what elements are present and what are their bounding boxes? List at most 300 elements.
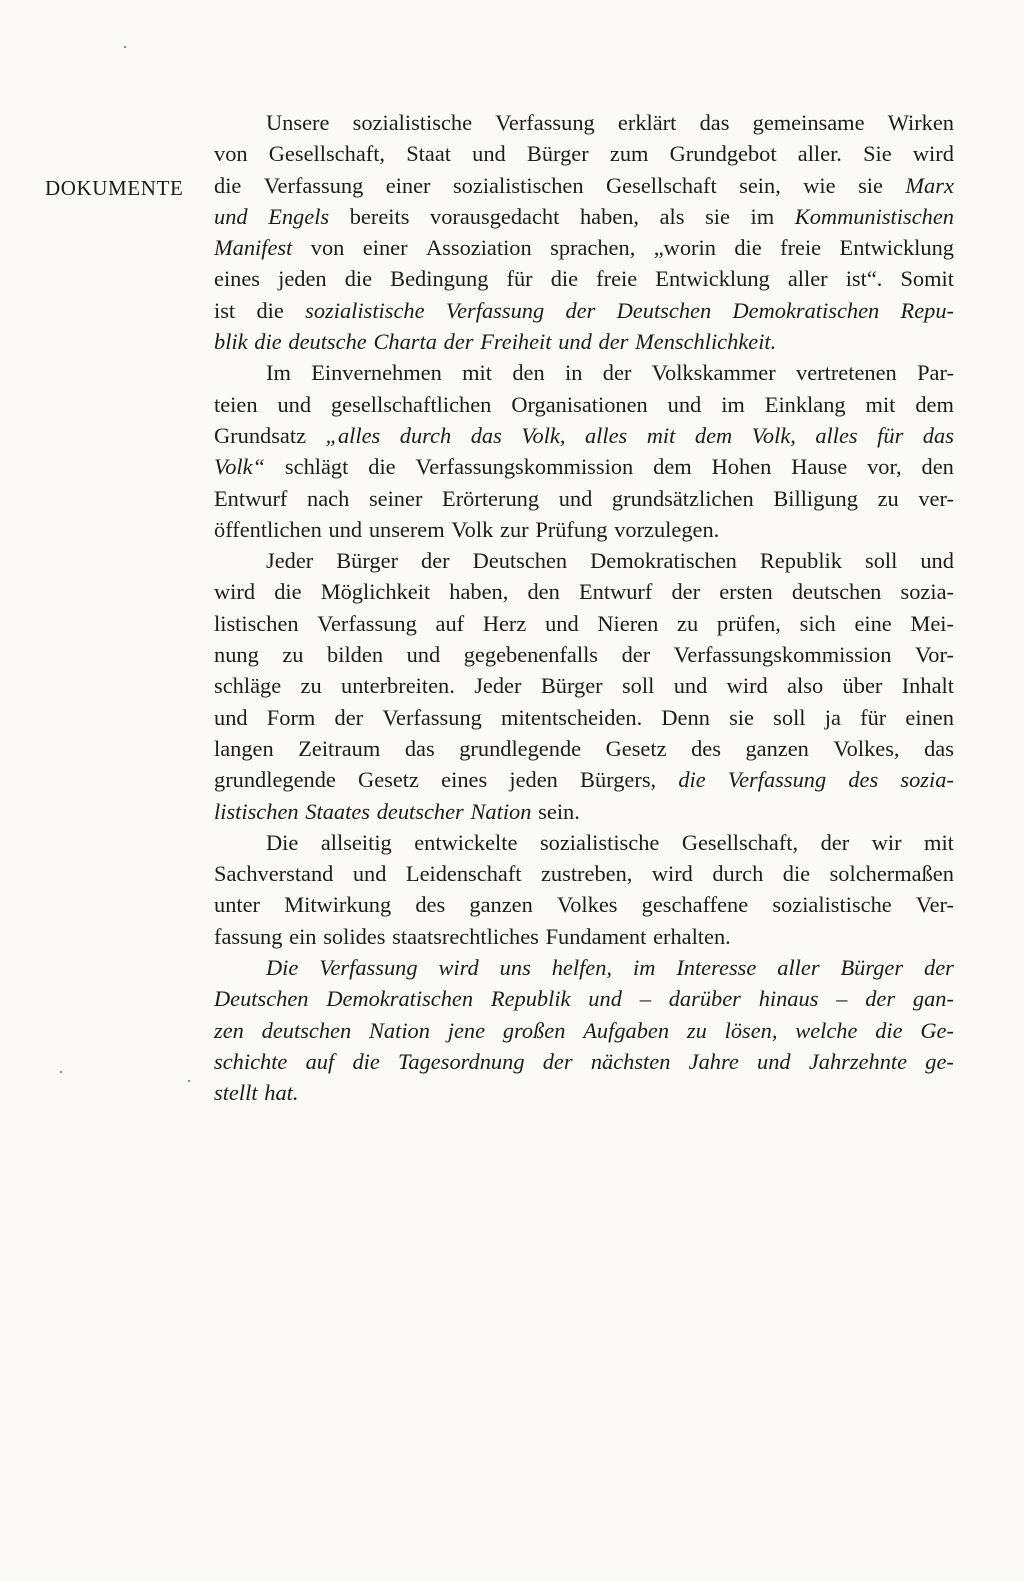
word: gesellschaftlichen (330, 391, 492, 417)
word: als (659, 203, 685, 229)
word: ver- (918, 485, 954, 511)
word: – (639, 986, 651, 1012)
text-line (214, 201, 954, 232)
word: Menschlichkeit. (635, 329, 777, 355)
word: der (598, 329, 629, 355)
text-line (214, 357, 954, 388)
word: die (782, 861, 811, 887)
word: schlägt (284, 454, 349, 480)
word: hat. (264, 1080, 299, 1106)
word: Verfassungskommission (415, 454, 634, 480)
word: sozialistische (305, 297, 425, 323)
word: durch (712, 861, 764, 887)
word: Form (266, 704, 316, 730)
word: Gesetz (605, 735, 667, 761)
word: eines (441, 767, 488, 793)
word: erhalten. (653, 923, 731, 949)
word: der (565, 297, 596, 323)
word: Republik (759, 548, 842, 574)
word: Volk (451, 516, 494, 542)
word: das (699, 110, 730, 135)
word: nächsten (590, 1048, 671, 1074)
word: mitentscheiden. (501, 704, 643, 730)
word: Bürger (540, 673, 603, 699)
word: langen (214, 735, 274, 761)
margin-section-label: DOKUMENTE (45, 176, 184, 200)
word: zur (500, 516, 529, 542)
word: durch (399, 422, 452, 448)
word: Demokratischen (590, 548, 737, 574)
text-line (214, 858, 954, 889)
word: Gesellschaft (606, 172, 717, 198)
text-line (214, 138, 954, 169)
word: Die (266, 955, 299, 981)
word: lösen, (724, 1017, 778, 1043)
text-line (214, 389, 954, 420)
word: haben, (579, 203, 639, 229)
word: Demokratischen (326, 986, 474, 1012)
word: Sachverstand (214, 861, 334, 887)
text-line (214, 107, 954, 138)
word: eine (854, 610, 892, 636)
text-line (214, 889, 954, 920)
word: sie (729, 704, 754, 730)
word: für (506, 266, 533, 292)
word: Bürger (336, 548, 399, 574)
word: ge- (925, 1048, 954, 1074)
word: Erörterung (442, 485, 540, 511)
word: Hause (791, 454, 848, 480)
word: und (667, 391, 702, 417)
text-line (214, 514, 954, 545)
word: freie (780, 235, 822, 261)
word: Volk, (751, 422, 796, 448)
word: hinaus (758, 986, 819, 1012)
word: bereits (349, 203, 410, 229)
text-line (214, 983, 954, 1014)
text-line (214, 295, 954, 326)
word: und (673, 673, 708, 699)
word: der (443, 329, 474, 355)
word: prüfen, (716, 610, 781, 636)
word: solides (323, 923, 386, 949)
word: Herz (482, 610, 527, 636)
word: Staates (305, 798, 370, 824)
word: jeden (509, 767, 558, 793)
word: deutschen (261, 1017, 352, 1043)
word: Assoziation (425, 235, 532, 261)
word: listischen (214, 610, 299, 636)
word: fassung (214, 923, 283, 949)
word: und (588, 986, 622, 1012)
word: Volkskammer (651, 360, 776, 386)
word: der (334, 704, 364, 730)
word: listischen (214, 798, 299, 824)
word: unserem (368, 516, 445, 542)
word: und (545, 610, 579, 636)
word: Verfassung (382, 704, 482, 730)
word: der (671, 579, 701, 605)
word: deutscher (376, 798, 464, 824)
word: darüber (668, 986, 741, 1012)
word: die (256, 297, 284, 323)
word: wird (726, 673, 768, 699)
word: Verfassung (445, 297, 545, 323)
word: mit (924, 829, 954, 855)
word: Volk, (521, 422, 566, 448)
word: das (470, 422, 502, 448)
word: Möglichkeit (320, 579, 431, 605)
word: Deutschen (472, 548, 568, 574)
word: und (472, 141, 506, 167)
word: zu (686, 1017, 707, 1043)
word: der (542, 1048, 573, 1074)
word: für (860, 704, 887, 730)
word: im (750, 203, 775, 229)
word: alles (815, 422, 858, 448)
word: Inhalt (901, 673, 954, 699)
word: die (214, 172, 242, 198)
word: Grundgebot (669, 141, 777, 167)
word: ein (289, 923, 317, 949)
text-line (214, 1015, 954, 1046)
body-text (214, 107, 954, 1109)
word: der (602, 360, 632, 386)
word: Prüfung (535, 516, 608, 542)
word: Einklang (764, 391, 846, 417)
word: Deutschen (616, 297, 712, 323)
word: und (214, 203, 248, 229)
word: die (875, 1017, 903, 1043)
word: sein, (739, 172, 781, 198)
word: mit (865, 391, 896, 417)
word: nach (307, 485, 350, 511)
text-line (214, 670, 954, 701)
word: ist (214, 297, 236, 323)
word: ist“. (845, 266, 883, 292)
word: die (368, 454, 396, 480)
word: öffentlichen (214, 516, 322, 542)
word: auf (305, 1048, 335, 1074)
scan-speck (60, 1071, 62, 1073)
word: die (550, 266, 579, 292)
word: also (787, 673, 824, 699)
word: vertretenen (796, 360, 897, 386)
text-line (214, 1046, 954, 1077)
word: sich (799, 610, 836, 636)
word: grundsätzlichen (611, 485, 754, 511)
word: gemeinsame (752, 110, 865, 135)
word: Verfassung (319, 955, 418, 981)
word: Charta (373, 329, 437, 355)
word: Fundament (545, 923, 647, 949)
word: Grundsatz (214, 422, 307, 448)
word: und (757, 1048, 791, 1074)
word: Nation (470, 798, 532, 824)
word: geschaffene (641, 892, 749, 918)
word: und (352, 861, 387, 887)
word: nung (214, 642, 259, 668)
word: Manifest (214, 235, 293, 261)
word: jene (447, 1017, 486, 1043)
word: unter (214, 892, 261, 918)
text-line (214, 733, 954, 764)
word: zu (300, 673, 322, 699)
word: den (512, 360, 545, 386)
word: im (632, 955, 656, 981)
word: von (310, 235, 345, 261)
word: der (924, 955, 954, 981)
word: Volk“ (214, 454, 266, 480)
word: einer (385, 172, 431, 198)
word: wird (912, 141, 954, 167)
text-line (214, 639, 954, 670)
text-line (214, 1077, 954, 1108)
word: bilden (327, 642, 384, 668)
word: und (406, 642, 441, 668)
word: von (214, 141, 248, 167)
word: „worin (653, 235, 716, 261)
word: Im (266, 360, 291, 386)
word: schläge (214, 673, 282, 699)
word: welche (795, 1017, 858, 1043)
scan-speck (188, 1080, 190, 1082)
word: „alles (325, 422, 381, 448)
word: solchermaßen (829, 861, 954, 887)
word: ersten (719, 579, 773, 605)
word: des (691, 735, 721, 761)
word: und (277, 391, 312, 417)
word: wir (871, 829, 902, 855)
word: freie (596, 266, 638, 292)
word: zum (609, 141, 649, 167)
text-line (214, 545, 954, 576)
word: zu (877, 485, 899, 511)
word: teien (214, 391, 258, 417)
word: stellt (214, 1080, 258, 1106)
word: sozialistische (772, 892, 892, 918)
word: – (836, 986, 848, 1012)
text-line (214, 796, 954, 827)
text-line (214, 576, 954, 607)
text-line (214, 326, 954, 357)
word: Mei- (910, 610, 954, 636)
word: in (565, 360, 583, 386)
word: Denn (661, 704, 710, 730)
word: für (877, 422, 904, 448)
word: im (721, 391, 745, 417)
word: Interesse (676, 955, 757, 981)
word: des (415, 892, 446, 918)
word: jeden (278, 266, 327, 292)
word: Billigung (773, 485, 858, 511)
word: Verfassung (263, 172, 364, 198)
word: Volkes (556, 892, 618, 918)
word: der (865, 986, 896, 1012)
word: dem (694, 422, 733, 448)
word: sozialistischen (452, 172, 584, 198)
word: allseitig (320, 829, 392, 855)
word: Sie (863, 141, 892, 167)
word: vor, (867, 454, 902, 480)
word: Verfassung (317, 610, 417, 636)
word: aller. (797, 141, 842, 167)
word: Unsere (266, 110, 330, 135)
word: großen (502, 1017, 566, 1043)
word: und (558, 329, 592, 355)
word: Entwicklung (839, 235, 954, 261)
word: Entwicklung (655, 266, 770, 292)
word: seiner (368, 485, 423, 511)
word: wird (214, 579, 256, 605)
word: auf (435, 610, 465, 636)
word: dem (653, 454, 692, 480)
word: und (328, 516, 363, 542)
word: alles (584, 422, 628, 448)
word: die (254, 329, 282, 355)
word: Bürgers, (580, 767, 657, 793)
word: der (421, 548, 450, 574)
text-line (214, 827, 954, 858)
word: Gesetz (358, 767, 419, 793)
word: Jeder (266, 548, 314, 574)
word: soll (621, 673, 655, 699)
word: das (924, 735, 954, 761)
text-line (214, 702, 954, 733)
word: wie (803, 172, 836, 198)
word: die (352, 1048, 380, 1074)
text-line (214, 921, 954, 952)
word: sozialistische (539, 829, 660, 855)
word: das (922, 422, 954, 448)
word: schichte (214, 1048, 288, 1074)
word: sein. (538, 798, 580, 824)
word: Staat (406, 141, 451, 167)
word: erklärt (617, 110, 677, 135)
text-line (214, 420, 954, 451)
word: aller (777, 955, 820, 981)
word: Entwurf (214, 485, 288, 511)
word: soll (773, 704, 806, 730)
word: Die (266, 829, 299, 855)
word: Jahrzehnte (808, 1048, 908, 1074)
word: Somit (900, 266, 954, 292)
word: Engels (268, 203, 330, 229)
word: Volkes, (833, 735, 900, 761)
text-line (214, 451, 954, 482)
word: aller (787, 266, 828, 292)
word: Bürger (526, 141, 589, 167)
word: Marx (905, 172, 954, 198)
word: vorausgedacht (430, 203, 560, 229)
word: deutsche (288, 329, 367, 355)
word: Par- (917, 360, 954, 386)
word: Jeder (474, 673, 522, 699)
word: Ge- (920, 1017, 954, 1043)
word: Bedingung (390, 266, 489, 292)
word: ganzen (469, 892, 533, 918)
word: soll (864, 548, 898, 574)
word: Verfassung (727, 767, 827, 793)
word: Jahre (688, 1048, 739, 1074)
word: sozia- (900, 767, 954, 793)
word: gegebenenfalls (463, 642, 599, 668)
word: Nieren (597, 610, 659, 636)
word: sie (705, 203, 730, 229)
word: und (214, 704, 248, 730)
word: das (404, 735, 435, 761)
word: Gesellschaft, (268, 141, 386, 167)
word: ganzen (745, 735, 809, 761)
word: blik (214, 329, 248, 355)
text-line (214, 483, 954, 514)
word: und (558, 485, 593, 511)
word: Kommunistischen (794, 203, 954, 229)
word: zu (677, 610, 699, 636)
word: Deutschen (214, 986, 309, 1012)
text-line (214, 263, 954, 294)
word: gan- (912, 986, 954, 1012)
word: zen (214, 1017, 244, 1043)
word: Gesellschaft, (681, 829, 799, 855)
word: sozia- (900, 579, 954, 605)
text-line (214, 952, 954, 983)
word: haben, (449, 579, 509, 605)
word: Organisationen (511, 391, 648, 417)
word: dem (915, 391, 954, 417)
word: sprachen, (550, 235, 636, 261)
word: der (820, 829, 850, 855)
word: entwickelte (414, 829, 518, 855)
word: ja (824, 704, 841, 730)
word: Nation (368, 1017, 430, 1043)
word: den (527, 579, 560, 605)
word: Freiheit (480, 329, 552, 355)
word: wird (438, 955, 479, 981)
text-line (214, 608, 954, 639)
word: die (344, 266, 373, 292)
word: Zeitraum (298, 735, 381, 761)
text-line (214, 170, 954, 201)
word: zustreben, (540, 861, 633, 887)
word: die (678, 767, 706, 793)
word: zu (282, 642, 304, 668)
word: Einvernehmen (311, 360, 442, 386)
word: einer (362, 235, 408, 261)
word: eines (214, 266, 261, 292)
scan-speck (124, 46, 126, 48)
word: deutschen (791, 579, 882, 605)
word: grundlegende (459, 735, 582, 761)
word: die (274, 579, 302, 605)
word: Ver- (915, 892, 954, 918)
word: Mitwirkung (284, 892, 392, 918)
word: Repu- (900, 297, 954, 323)
word: Verfassung (495, 110, 595, 135)
word: uns (499, 955, 531, 981)
word: Bürger (840, 955, 904, 981)
word: Entwurf (578, 579, 653, 605)
word: unterbreiten. (341, 673, 455, 699)
word: des (848, 767, 879, 793)
word: mit (462, 360, 492, 386)
word: über (842, 673, 883, 699)
word: sie (858, 172, 883, 198)
word: Verfassungskommission (673, 642, 892, 668)
word: und (920, 548, 954, 574)
word: mit (646, 422, 676, 448)
word: Wirken (887, 110, 954, 135)
